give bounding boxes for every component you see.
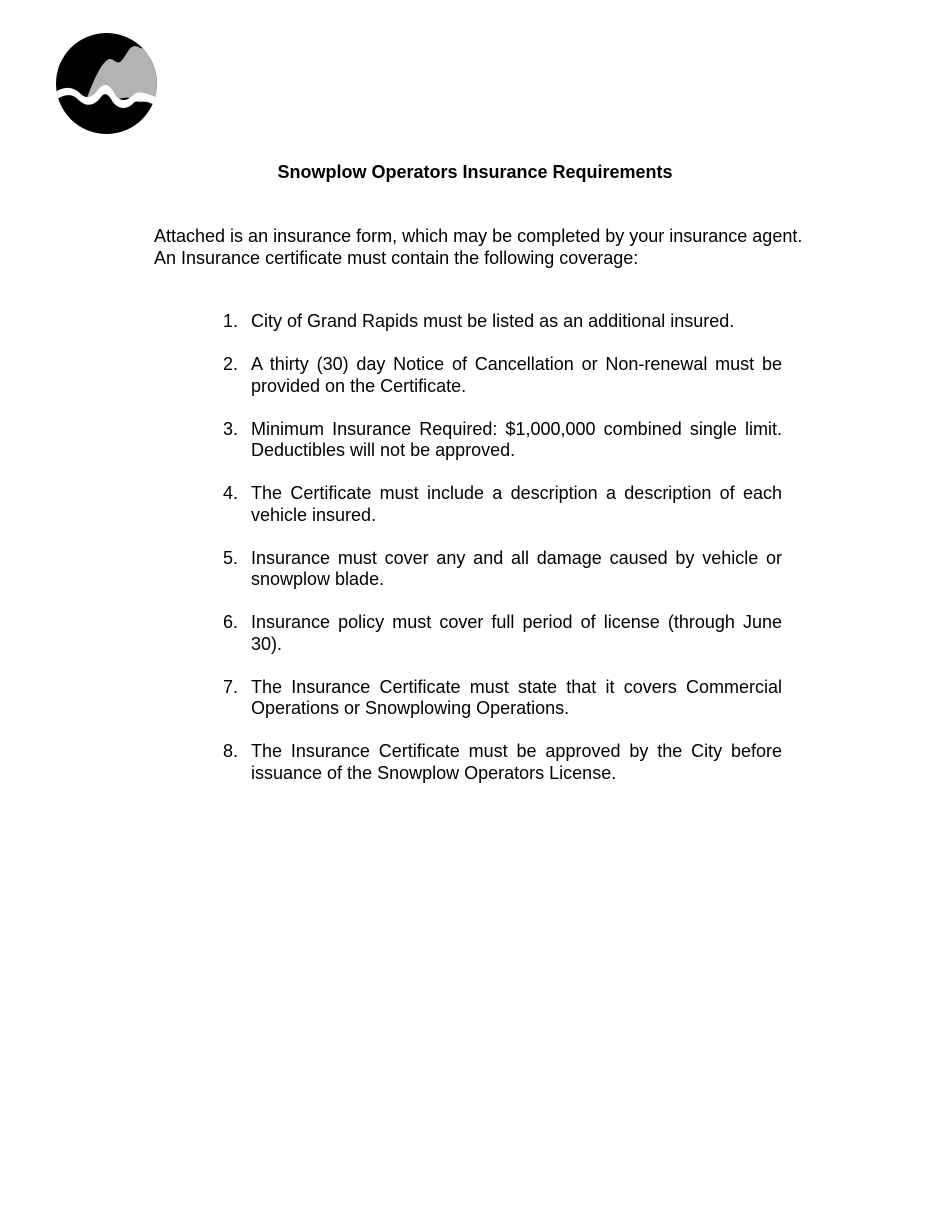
requirement-text: A thirty (30) day Notice of Cancellation or Non-renewal must be provided on the Certificate. — [251, 354, 782, 396]
requirement-item — [222, 354, 782, 397]
requirement-text: Insurance policy must cover full period of license (through June 30). — [251, 612, 782, 654]
requirement-number: 7. — [223, 676, 239, 697]
requirement-number: 2. — [223, 354, 239, 374]
requirement-number: 8. — [223, 741, 239, 761]
requirement-text: The Insurance Certificate must state that it covers Commercial Operations or Snowplowing Operations. — [251, 676, 782, 718]
requirement-number: 3. — [223, 418, 239, 439]
requirement-item — [222, 419, 782, 462]
requirement-text: City of Grand Rapids must be listed as an additional insured. — [251, 311, 735, 331]
requirement-item — [222, 483, 782, 526]
requirement-text: The Certificate must include a description a description of each vehicle insured. — [251, 483, 782, 525]
requirement-item — [222, 548, 782, 591]
requirement-text: The Insurance Certificate must be approved by the City before issuance of the Snowplow Operators License. — [251, 741, 782, 783]
requirement-number: 5. — [223, 547, 239, 568]
requirement-number: 1. — [223, 311, 239, 331]
intro-line-2: An Insurance certificate must contain the following coverage: — [154, 247, 639, 268]
intro-line-1: Attached is an insurance form, which may be completed by your insurance agent. — [154, 226, 803, 246]
requirements-list — [222, 311, 782, 806]
requirement-text: Minimum Insurance Required: $1,000,000 combined single limit. Deductibles will not be approved. — [251, 418, 782, 460]
page-title: Snowplow Operators Insurance Requirements — [277, 162, 673, 182]
requirement-number: 4. — [223, 483, 239, 503]
intro-paragraph — [154, 226, 854, 269]
city-wave-logo-icon — [56, 33, 157, 134]
requirement-item — [222, 311, 782, 333]
requirement-item — [222, 677, 782, 720]
requirement-item — [222, 612, 782, 655]
requirement-number: 6. — [223, 612, 239, 632]
requirement-text: Insurance must cover any and all damage caused by vehicle or snowplow blade. — [251, 547, 782, 589]
requirement-item — [222, 741, 782, 784]
city-logo — [56, 33, 157, 134]
